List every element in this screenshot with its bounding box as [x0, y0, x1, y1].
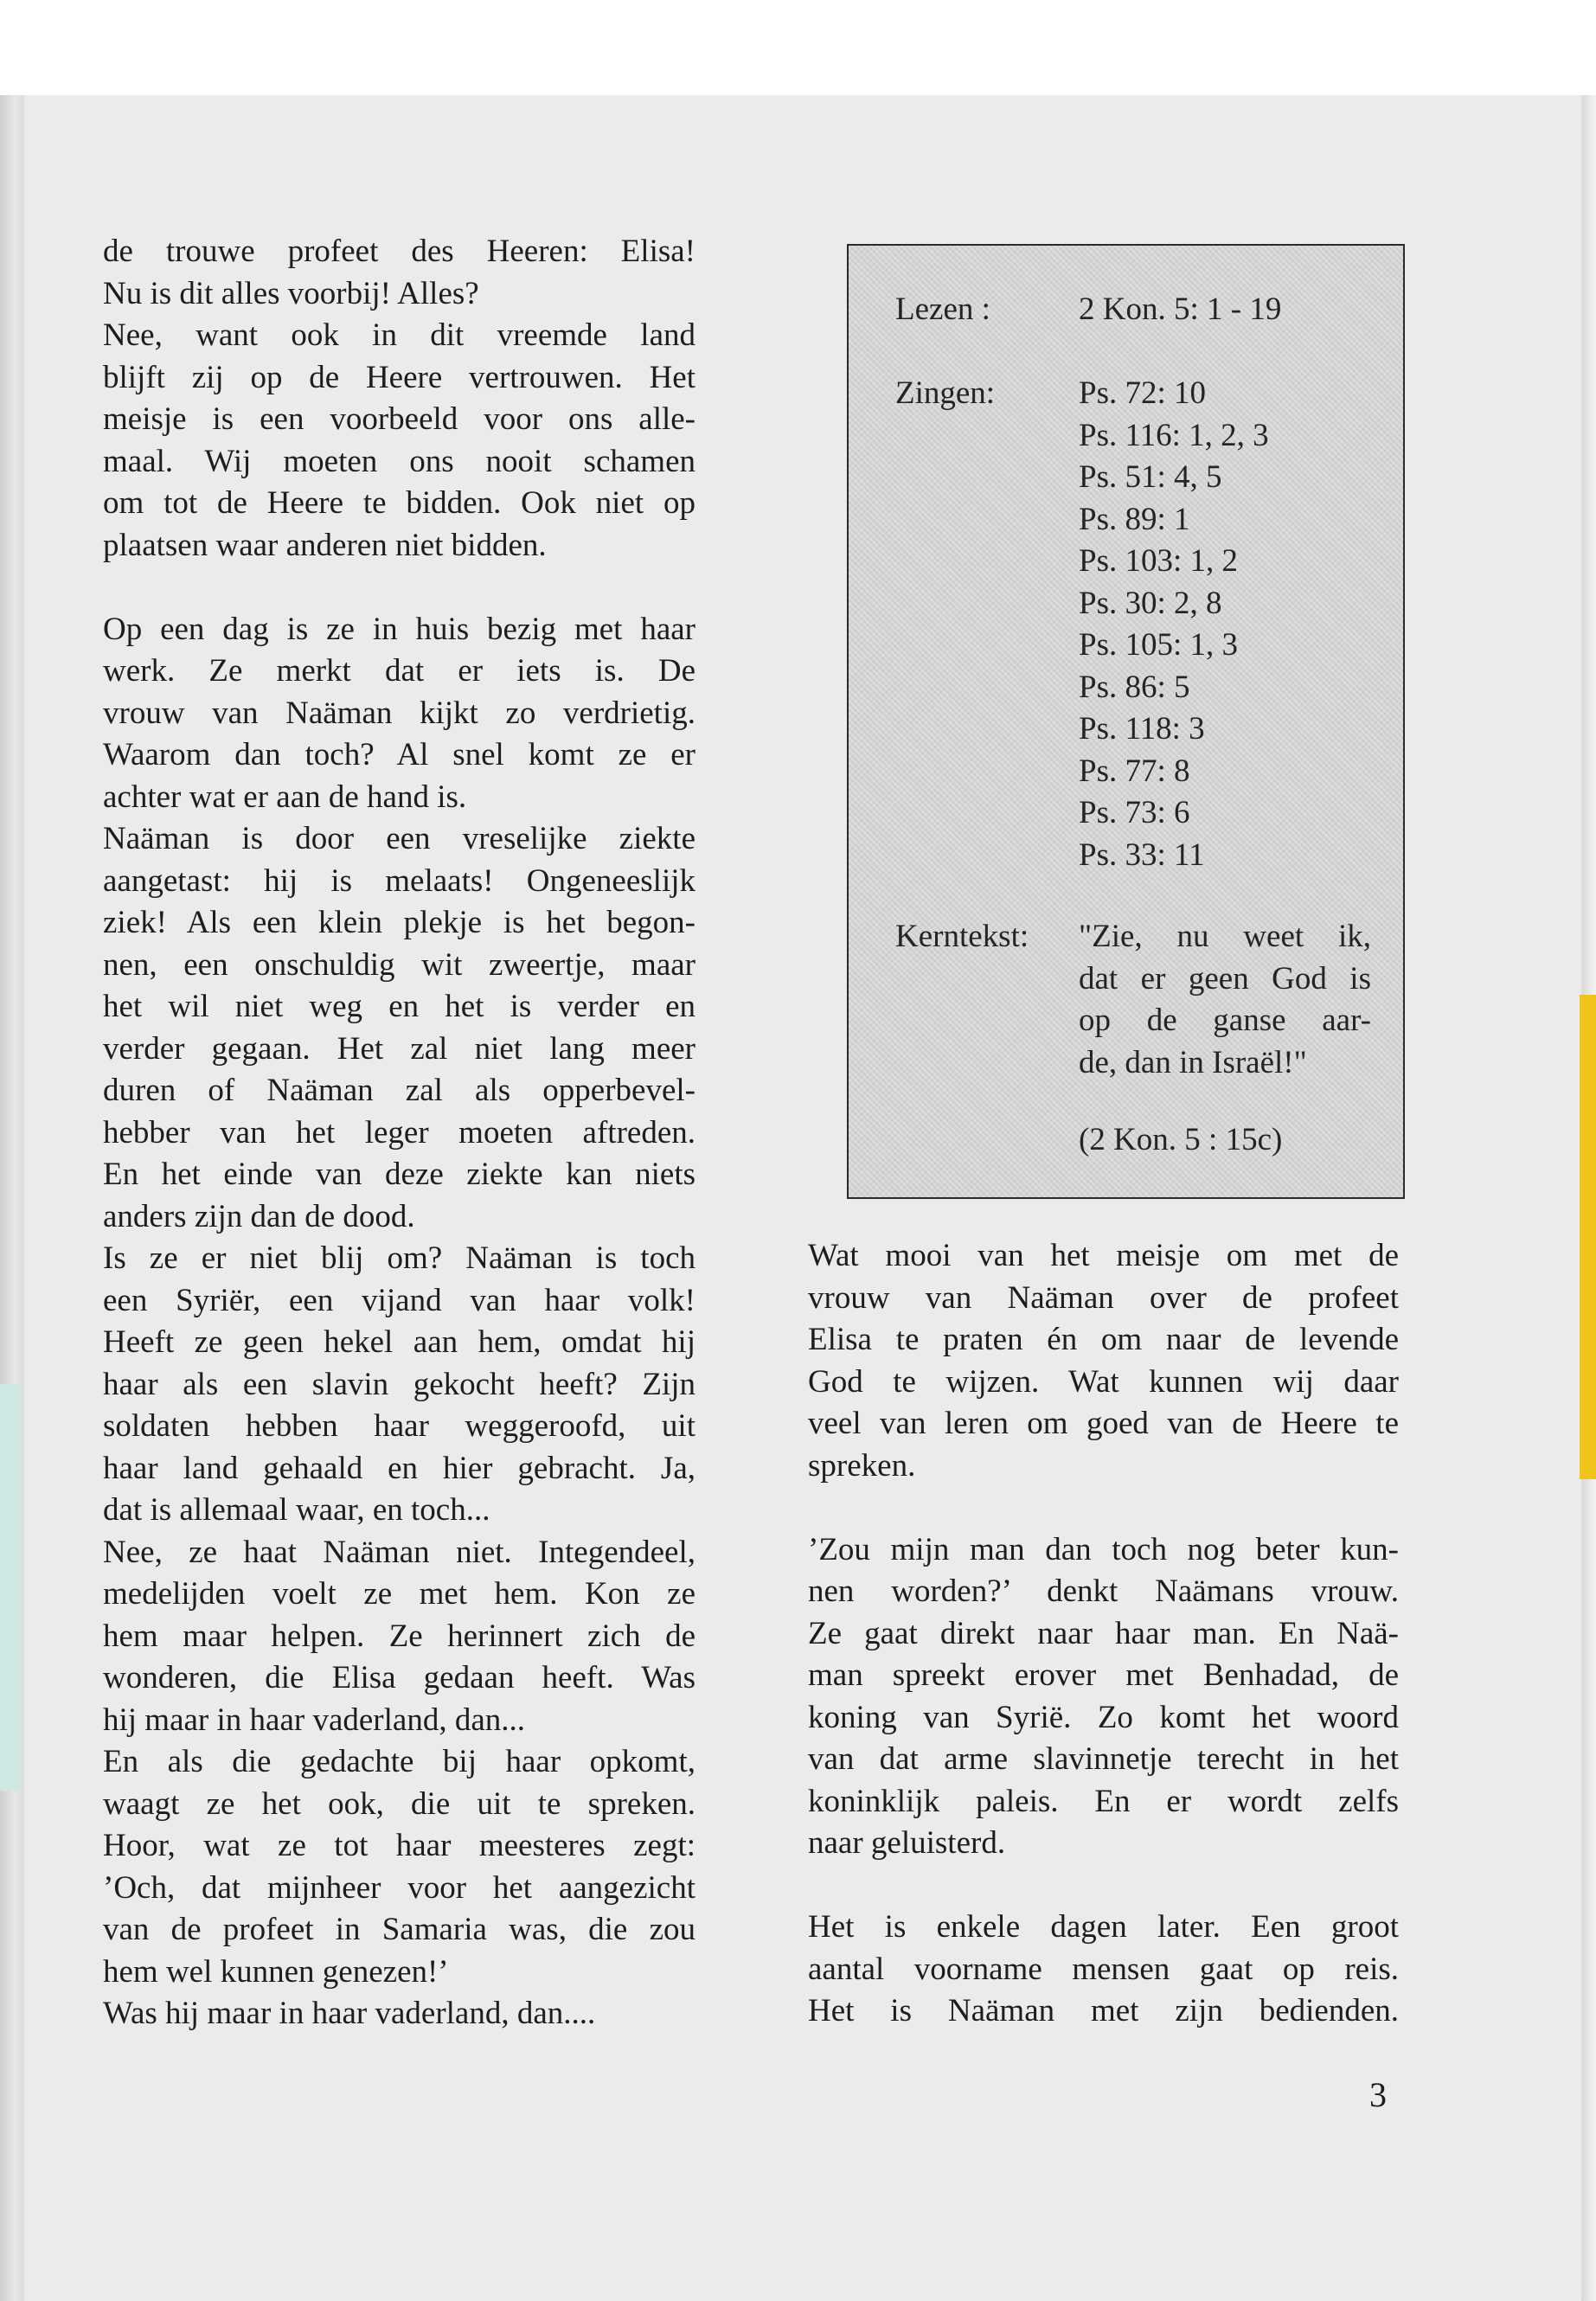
text-line: Wat mooi van het meisje om met de [808, 1238, 1399, 1273]
book-spine-edge [0, 95, 24, 2301]
text-line: aangetast: hij is melaats! Ongeneeslijk [103, 862, 695, 899]
key-text-line: "Zie, nu weet ik, [1079, 919, 1371, 954]
text-line: meisje is een voorbeeld voor ons alle- [103, 401, 695, 437]
left-column [103, 231, 695, 2035]
key-text-label: Kerntekst: [895, 919, 1029, 954]
text-line: ’Och, dat mijnheer voor het aangezicht [103, 1869, 695, 1906]
text-line: Nee, ze haat Naäman niet. Integendeel, [103, 1534, 695, 1570]
right-column [808, 1235, 1399, 2033]
text-line: vrouw van Naäman kijkt zo verdrietig. [103, 695, 695, 731]
psalm-item: Ps. 30: 2, 8 [1079, 585, 1222, 621]
scan-background [0, 0, 1596, 95]
key-text-reference: (2 Kon. 5 : 15c) [1079, 1122, 1283, 1157]
text-line: maal. Wij moeten ons nooit schamen [103, 443, 695, 479]
text-line: om tot de Heere te bidden. Ook niet op [103, 485, 695, 521]
paragraph-gap [103, 567, 695, 609]
text-line: wonderen, die Elisa gedaan heeft. Was [103, 1660, 695, 1695]
text-line: Nee, want ook in dit vreemde land [103, 317, 695, 353]
text-line: achter wat er aan de hand is. [103, 779, 467, 815]
text-line: plaatsen waar anderen niet bidden. [103, 527, 547, 563]
text-line: koninklijk paleis. En er wordt zelfs [808, 1783, 1399, 1819]
text-line: naar geluisterd. [808, 1825, 1006, 1861]
psalm-item: Ps. 73: 6 [1079, 795, 1190, 830]
text-line: Ze gaat direkt naar haar man. En Naä- [808, 1615, 1399, 1651]
key-text-line: de, dan in Israël!" [1079, 1044, 1307, 1080]
text-line: Heeft ze geen hekel aan hem, omdat hij [103, 1324, 695, 1360]
psalm-item: Ps. 72: 10 [1079, 375, 1207, 411]
psalm-item: Ps. 86: 5 [1079, 669, 1190, 705]
text-line: En als die gedachte bij haar opkomt, [103, 1744, 695, 1779]
paragraph-gap [808, 1487, 1399, 1529]
text-line: Elisa te praten én om naar de levende [808, 1322, 1399, 1357]
text-line: een Syriër, een vijand van haar volk! [103, 1282, 695, 1318]
text-line: aantal voorname mensen gaat op reis. [808, 1951, 1399, 1987]
text-line: ’Zou mijn man dan toch nog beter kun- [808, 1531, 1399, 1567]
text-line: nen, een onschuldig wit zweertje, maar [103, 946, 695, 983]
text-line: hem maar helpen. Ze herinnert zich de [103, 1618, 695, 1654]
key-text-line: dat er geen God is [1079, 960, 1371, 997]
psalm-item: Ps. 116: 1, 2, 3 [1079, 417, 1269, 453]
singing-label: Zingen: [895, 375, 996, 411]
text-line: ziek! Als een klein plekje is het begon- [103, 905, 695, 940]
text-line: hem wel kunnen genezen!’ [103, 1953, 449, 1990]
paragraph-gap [808, 1865, 1399, 1907]
text-line: haar als een slavin gekocht heeft? Zijn [103, 1366, 695, 1402]
text-line: spreken. [808, 1447, 916, 1484]
text-line: Nu is dit alles voorbij! Alles? [103, 275, 479, 311]
psalm-item: Ps. 33: 11 [1079, 836, 1205, 873]
psalm-item: Ps. 103: 1, 2 [1079, 543, 1239, 579]
text-line: Op een dag is ze in huis bezig met haar [103, 611, 695, 647]
page-number: 3 [1369, 2075, 1387, 2114]
text-line: het wil niet weg en het is verder en [103, 989, 695, 1024]
text-line: soldaten hebben haar weggeroofd, uit [103, 1408, 695, 1444]
text-line: Het is enkele dagen later. Een groot [808, 1909, 1399, 1945]
text-line: nen worden?’ denkt Naämans vrouw. [808, 1574, 1399, 1609]
text-line: anders zijn dan de dood. [103, 1198, 415, 1234]
text-line: vrouw van Naäman over de profeet [808, 1279, 1399, 1316]
text-line: Het is Naäman met zijn bedienden. [808, 1993, 1399, 2029]
psalm-item: Ps. 89: 1 [1079, 501, 1190, 537]
text-line: duren of Naäman zal als opperbevel- [103, 1073, 695, 1108]
reading-label: Lezen : [895, 292, 990, 327]
text-line: God te wijzen. Wat kunnen wij daar [808, 1363, 1399, 1400]
cover-edge-strip [0, 1384, 21, 1791]
text-line: haar land gehaald en hier gebracht. Ja, [103, 1450, 695, 1486]
text-line: van dat arme slavinnetje terecht in het [808, 1741, 1399, 1777]
text-line: Is ze er niet blij om? Naäman is toch [103, 1240, 695, 1276]
text-line: medelijden voelt ze met hem. Kon ze [103, 1576, 695, 1612]
text-line: dat is allemaal waar, en toch... [103, 1492, 490, 1528]
text-line: Naäman is door een vreselijke ziekte [103, 821, 695, 856]
psalm-item: Ps. 51: 4, 5 [1079, 459, 1222, 495]
text-line: Hoor, wat ze tot haar meesteres zegt: [103, 1828, 695, 1863]
text-line: blijft zij op de Heere vertrouwen. Het [103, 359, 695, 395]
text-line: veel van leren om goed van de Heere te [808, 1406, 1399, 1441]
text-line: koning van Syrië. Zo komt het woord [808, 1699, 1399, 1735]
key-text-line: op de ganse aar- [1079, 1003, 1371, 1038]
psalm-item: Ps. 118: 3 [1079, 711, 1205, 747]
cover-tab-strip [1580, 995, 1596, 1479]
psalm-item: Ps. 105: 1, 3 [1079, 627, 1239, 663]
text-line: En het einde van deze ziekte kan niets [103, 1157, 695, 1192]
text-line: man spreekt erover met Benhadad, de [808, 1657, 1399, 1693]
reading-info-box [847, 244, 1405, 1199]
text-line: waagt ze het ook, die uit te spreken. [103, 1785, 695, 1822]
text-line: de trouwe profeet des Heeren: Elisa! [103, 234, 695, 269]
text-line: hebber van het leger moeten aftreden. [103, 1114, 695, 1150]
psalm-item: Ps. 77: 8 [1079, 753, 1190, 789]
text-line: Waarom dan toch? Al snel komt ze er [103, 737, 695, 772]
key-text [1079, 916, 1371, 1084]
text-line: werk. Ze merkt dat er iets is. De [103, 653, 695, 689]
text-line: van de profeet in Samaria was, die zou [103, 1912, 695, 1947]
text-line: verder gegaan. Het zal niet lang meer [103, 1030, 695, 1067]
reading-value: 2 Kon. 5: 1 - 19 [1079, 292, 1282, 327]
text-line: Was hij maar in haar vaderland, dan.... [103, 1996, 596, 2031]
text-line: hij maar in haar vaderland, dan... [103, 1702, 525, 1738]
